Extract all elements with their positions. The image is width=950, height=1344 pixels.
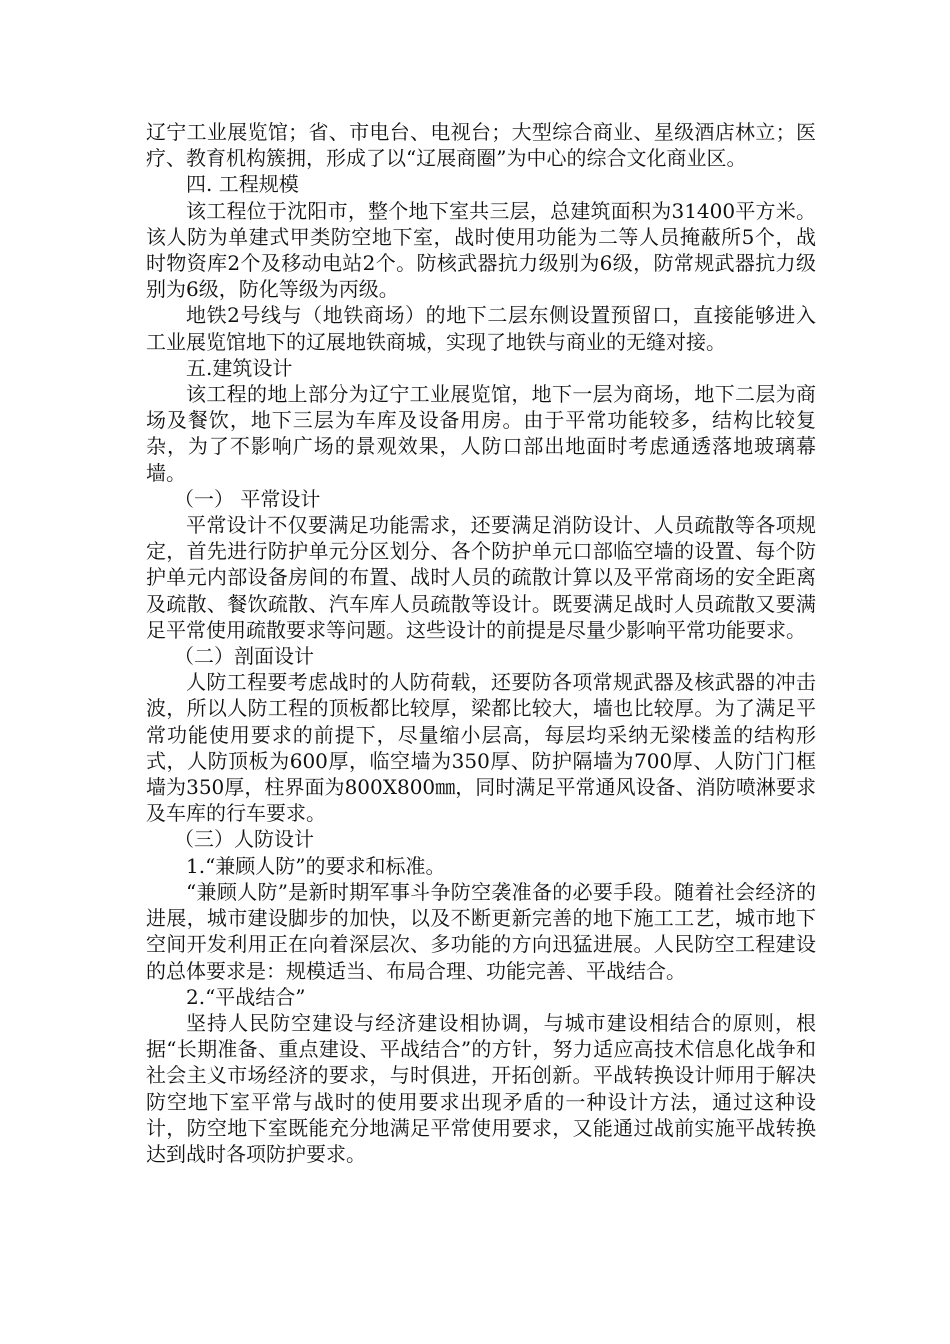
paragraph-project-location: 该工程位于沈阳市，整个地下室共三层，总建筑面积为31400平方米。该人防为单建式甲类防空地下室，战时使用功能为二等人员掩蔽所5个，战时物资库2个及移动电站2个。防核武器抗力级别为6级，防常规武器抗力级别为6级，防化等级为丙级。 <box>146 198 816 302</box>
paragraph-metro-connection: 地铁2号线与（地铁商场）的地下二层东侧设置预留口，直接能够进入工业展览馆地下的辽展地铁商城，实现了地铁与商业的无缝对接。 <box>146 303 816 354</box>
paragraph-intro-continued: 辽宁工业展览馆；省、市电台、电视台；大型综合商业、星级酒店林立；医疗、教育机构簇拥，形成了以“辽展商圈”为中心的综合文化商业区。 <box>146 120 816 171</box>
item-heading-peace-war-combination: 2.“平战结合” <box>186 984 306 1009</box>
subsection-heading-section-design: （二）剖面设计 <box>174 644 314 669</box>
subsection-heading-civil-defense-design: （三）人防设计 <box>174 827 314 852</box>
section-heading-project-scale: 四. 工程规模 <box>186 172 299 197</box>
paragraph-normal-design: 平常设计不仅要满足功能需求，还要满足消防设计、人员疏散等各项规定，首先进行防护单元分区划分、各个防护单元口部临空墙的设置、每个防护单元内部设备房间的布置、战时人员的疏散计算以及平常商场的安全距离及疏散、餐饮疏散、汽车库人员疏散等设计。既要满足战时人员疏散又要满足平常使用疏散要求等问题。这些设计的前提是尽量少影响平常功能要求。 <box>146 513 816 642</box>
paragraph-peace-war-combination: 坚持人民防空建设与经济建设相协调，与城市建设相结合的原则，根据“长期准备、重点建设、平战结合”的方针，努力适应高技术信息化战争和社会主义市场经济的要求，与时俱进，开拓创新。平战转换设计师用于解决防空地下室平常与战时的使用要求出现矛盾的一种设计方法，通过这种设计，防空地下室既能充分地满足平常使用要求，又能通过战前实施平战转换达到战时各项防护要求。 <box>146 1010 816 1166</box>
subsection-heading-normal-design: （一） 平常设计 <box>174 486 321 511</box>
section-heading-architecture-design: 五.建筑设计 <box>186 355 293 380</box>
paragraph-civil-defense-requirements: “兼顾人防”是新时期军事斗争防空袭准备的必要手段。随着社会经济的进展，城市建设脚步的加快，以及不断更新完善的地下施工工艺，城市地下空间开发利用正在向着深层次、多功能的方向迅猛进展。人民防空工程建设的总体要求是：规模适当、布局合理、功能完善、平战结合。 <box>146 879 816 983</box>
document-body <box>146 119 816 1167</box>
paragraph-section-design: 人防工程要考虑战时的人防荷载，还要防各项常规武器及核武器的冲击波，所以人防工程的顶板都比较厚，梁都比较大，墙也比较厚。为了满足平常功能使用要求的前提下，尽量缩小层高，每层均采纳无梁楼盖的结构形式，人防顶板为600厚，临空墙为350厚、防护隔墙为700厚、人防门门框墙为350厚，柱界面为800X800㎜，同时满足平常通风设备、消防喷淋要求及车库的行车要求。 <box>146 670 816 826</box>
paragraph-architecture-overview: 该工程的地上部分为辽宁工业展览馆，地下一层为商场，地下二层为商场及餐饮，地下三层为车库及设备用房。由于平常功能较多，结构比较复杂，为了不影响广场的景观效果，人防口部出地面时考虑通透落地玻璃幕墙。 <box>146 382 816 485</box>
item-heading-civil-defense-requirements: 1.“兼顾人防”的要求和标准。 <box>186 853 446 878</box>
